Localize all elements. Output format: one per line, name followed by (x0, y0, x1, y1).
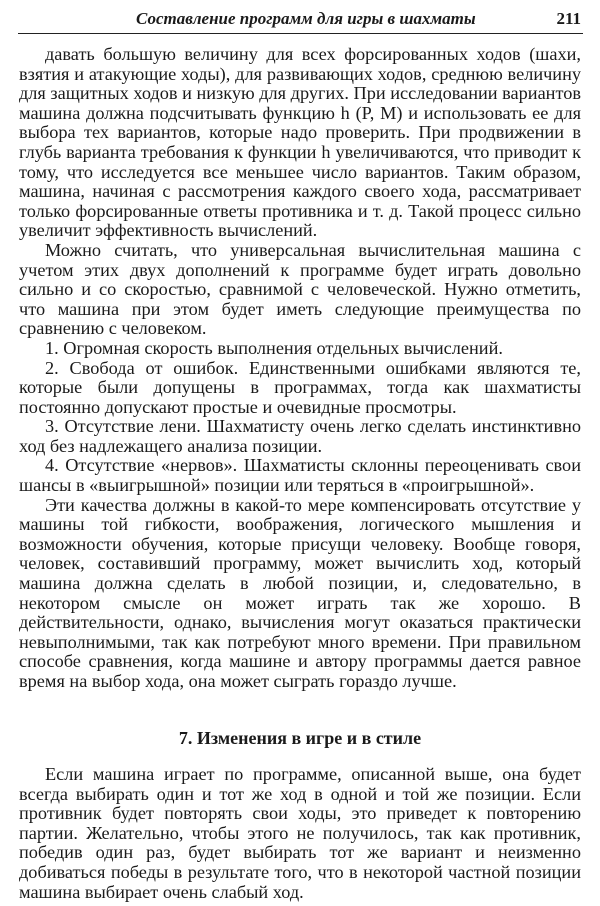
list-item: 1. Огромная скорость выполнения отдельных вычислений. (45, 337, 503, 358)
main-text (19, 45, 581, 692)
paragraph: давать большую величину для всех форсированных ходов (шахи, взятия и атакующие ходы), для развивающих ходов, среднюю величину для защитных ходов и низкую для других. При исследовании вариантов машина должна подсчитывать функцию h (P, M) и использовать ее для выбора тех вариантов, которые надо проверить. При продвижении в глубь варианта требования к функции h увеличиваются, что приводит к тому, что исследуется все меньшее число вариантов. Таким образом, машина, начиная с рассмотрения каждого своего хода, рассматривает только форсированные ответы противника и т. д. Такой процесс сильно увеличит эффективность вычислений. (19, 44, 581, 241)
list-item: 2. Свобода от ошибок. Единственными ошибками являются те, которые были допущены в программах, тогда как шахматисты постоянно допускают простые и очевидные просмотры. (19, 357, 581, 417)
paragraph: Если машина играет по программе, описанной выше, она будет всегда выбирать один и тот же ход в одной и той же позиции. Если противник будет повторять свои ходы, это приведет к повторению партии. Желательно, чтобы этого не получилось, так как противник, победив один раз, будет выбирать тот же вариант и неизменно добиваться победы в результате того, что в некоторой частной позиции машина выбирает очень слабый ход. (19, 764, 581, 902)
section-text (19, 765, 581, 902)
page-header (18, 9, 583, 34)
section-heading: 7. Изменения в игре и в стиле (178, 728, 422, 748)
paragraph: Можно считать, что универсальная вычислительная машина с учетом этих двух дополнений к программе будет играть довольно сильно и со скоростью, сравнимой с человеческой. Нужно отметить, что машина при этом будет иметь следующие преимущества по сравнению с человеком. (19, 239, 581, 339)
running-title: Составление программ для игры в шахматы (136, 9, 476, 28)
list-item: 3. Отсутствие лени. Шахматисту очень легко сделать инстинктивно ход без надлежащего анализа позиции. (19, 416, 581, 456)
page-number: 211 (556, 9, 581, 28)
paragraph: Эти качества должны в какой-то мере компенсировать отсутствие у машины той гибкости, воображения, логического мышления и возможности обучения, которые присущи человеку. Вообще говоря, человек, составивший программу, может вычислить ход, который машина должна сделать в любой позиции, и, следовательно, в некотором смысле он может играть так же хорошо. В действительности, однако, вычисления могут оказаться практически невыполнимыми, так как потребуют много времени. При правильном способе сравнения, когда машине и автору программы дается равное время на выбор хода, она может сыграть гораздо лучше. (19, 494, 581, 691)
list-item: 4. Отсутствие «нервов». Шахматисты склонны переоценивать свои шансы в «выигрышной» позиции или теряться в «проигрышной». (19, 455, 581, 496)
